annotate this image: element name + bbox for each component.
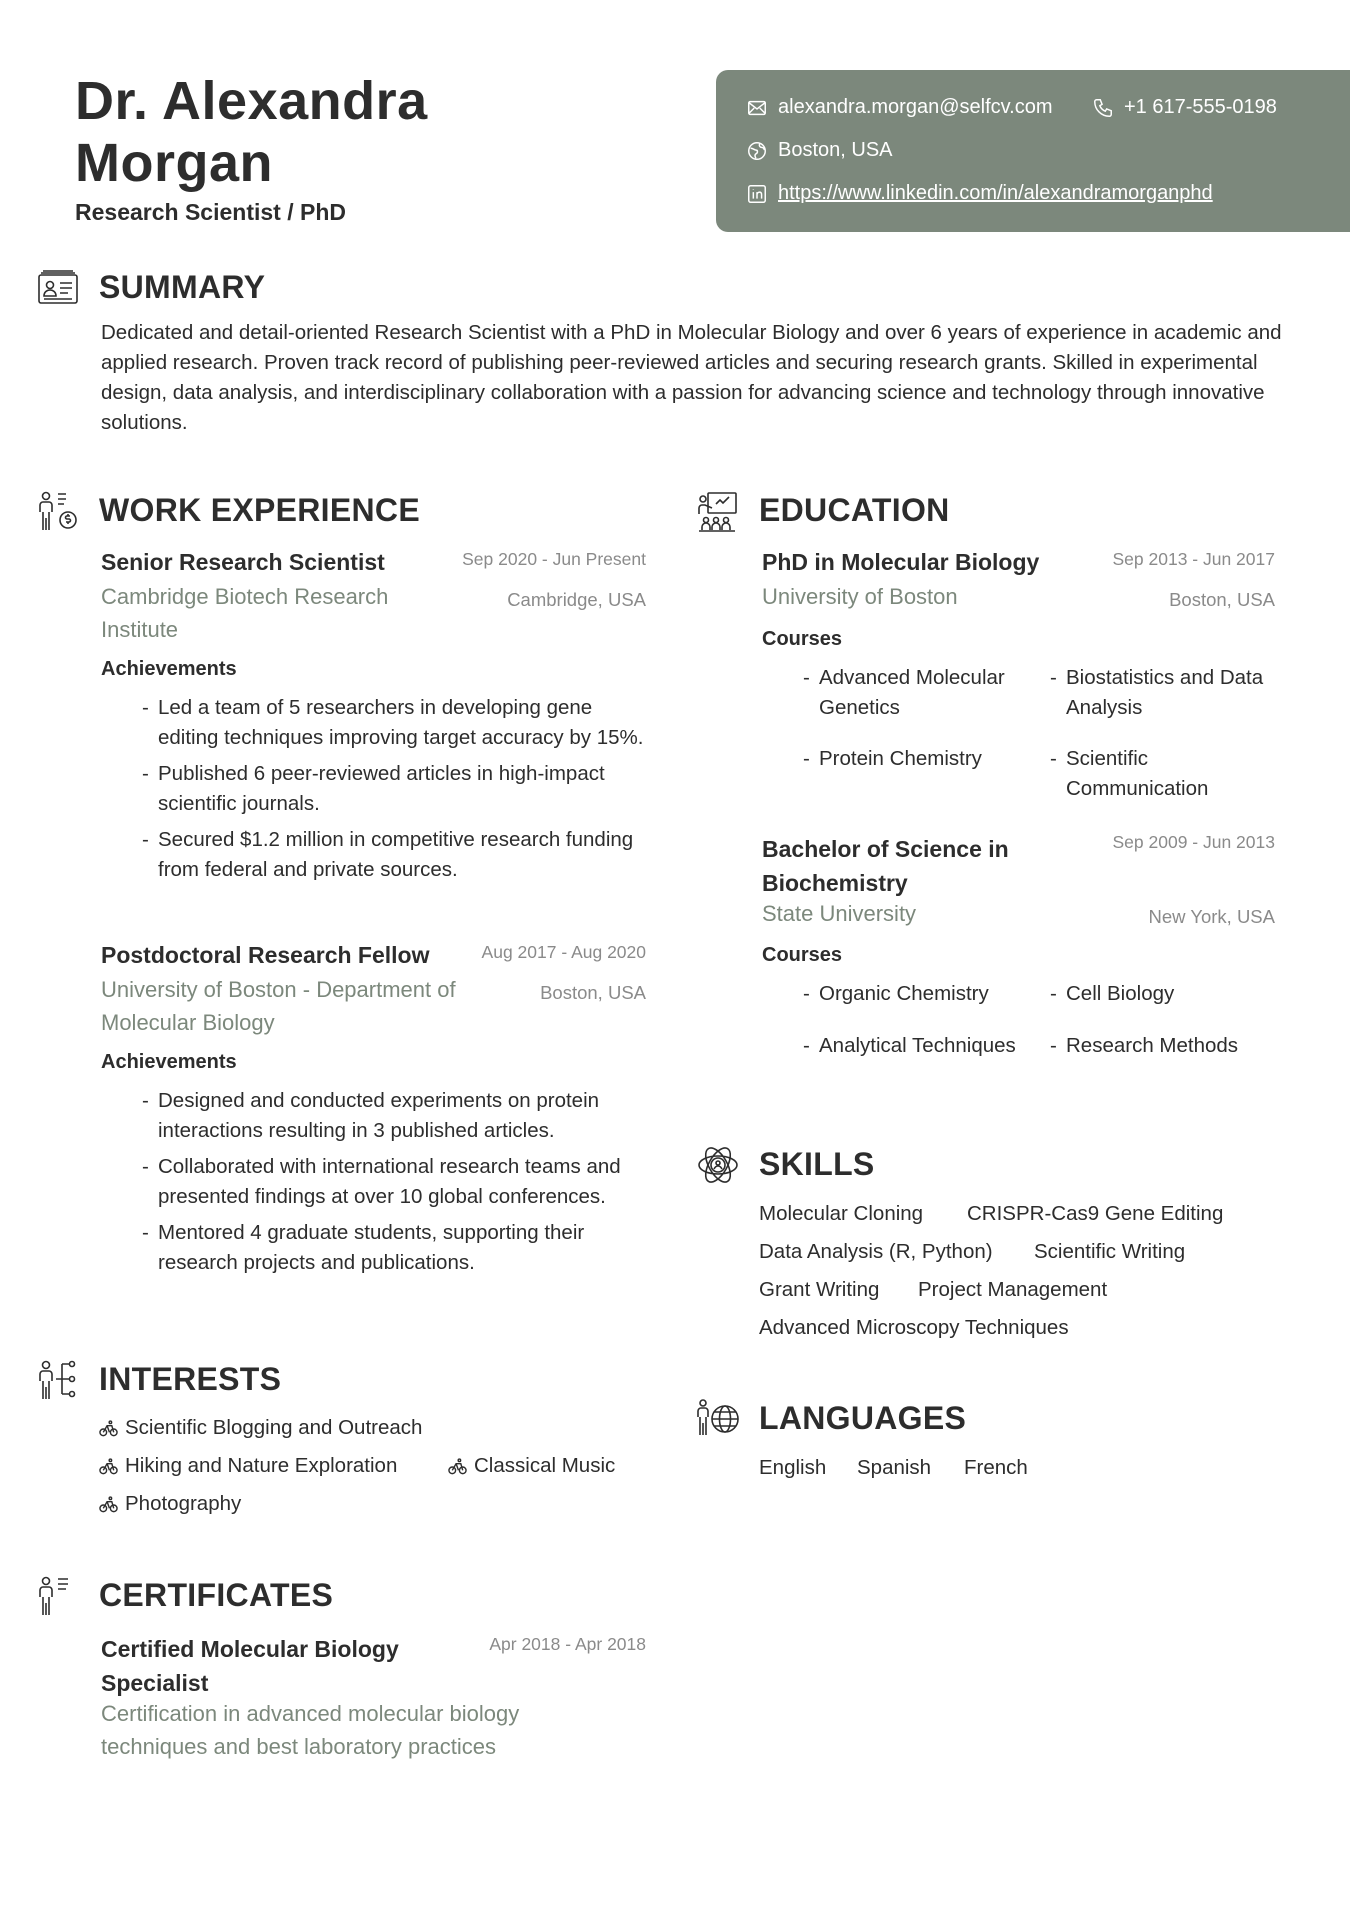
skill-item: Scientific Writing [1034,1240,1186,1263]
interest-label: Hiking and Nature Exploration [125,1454,398,1477]
languages-heading: LANGUAGES [759,1400,967,1436]
language-item: Spanish [857,1456,932,1479]
achievements-list [142,1086,652,1284]
interests-person-icon [36,1359,80,1403]
linkedin-icon [746,183,768,205]
contact-panel [716,70,1350,232]
mail-icon [746,97,768,119]
certificates-heading: CERTIFICATES [99,1577,334,1613]
interest-label: Classical Music [474,1454,616,1477]
course-item: - Research Methods [1050,1031,1280,1061]
summary-heading: SUMMARY [99,269,266,305]
interest-item [99,1454,397,1478]
courses-label: Courses [762,628,843,650]
id-card-icon [36,266,80,310]
course-item: - Organic Chemistry [803,979,1033,1009]
language-item: English [759,1456,827,1479]
linkedin-link[interactable]: https://www.linkedin.com/in/alexandramorganphd [778,182,1213,204]
education-heading: EDUCATION [759,492,950,528]
summary-text: Dedicated and detail-oriented Research Scientist with a PhD in Molecular Biology and over 6 years of experience in academic and applied research. Proven track record of publishing peer-reviewed articles and securing research grants. Skilled in experimental design, data analysis, and interdisciplinary collaboration with a passion for advancing science and technology through innovative solutions. [101,321,1282,434]
candidate-name: Dr. Alexandra Morgan [75,71,428,193]
certificate-description: Certification in advanced molecular biology techniques and best laboratory practices [101,1701,520,1759]
job-title: Senior Research Scientist [101,549,385,575]
skills-atom-icon [696,1143,740,1187]
interest-label: Scientific Blogging and Outreach [125,1416,423,1439]
certificate-date: Apr 2018 - Apr 2018 [489,1634,646,1654]
degree-title: Bachelor of Science in Biochemistry [762,836,1009,896]
course-item: - Scientific Communication [1050,744,1280,804]
job-org: Cambridge Biotech Research Institute [101,584,389,642]
school-location: Boston, USA [1169,589,1275,610]
job-date: Aug 2017 - Aug 2020 [481,942,646,962]
list-item: - Collaborated with international research teams and presented findings at over 10 global conferences. [142,1152,652,1212]
skill-item: CRISPR-Cas9 Gene Editing [967,1202,1224,1225]
interest-item [99,1416,422,1440]
language-globe-person-icon [696,1397,740,1441]
language-item: French [964,1456,1028,1479]
interest-item [99,1492,241,1516]
course-item: - Protein Chemistry [803,744,1033,774]
skill-item: Advanced Microscopy Techniques [759,1316,1069,1339]
job-location: Cambridge, USA [507,589,646,610]
course-item: - Analytical Techniques [803,1031,1033,1061]
list-item: - Published 6 peer-reviewed articles in high-impact scientific journals. [142,759,652,819]
skill-item: Grant Writing [759,1278,880,1301]
teacher-board-icon [696,490,740,534]
degree-title: PhD in Molecular Biology [762,549,1040,575]
job-title: Postdoctoral Research Fellow [101,942,430,968]
course-item: - Advanced Molecular Genetics [803,663,1033,723]
location-text: Boston, USA [778,139,893,161]
interests-heading: INTERESTS [99,1361,282,1397]
phone-text: +1 617-555-0198 [1124,96,1277,118]
course-item: - Biostatistics and Data Analysis [1050,663,1280,723]
contact-phone[interactable] [1092,96,1277,119]
contact-linkedin[interactable] [746,182,1213,205]
bicycle-icon [99,1495,118,1514]
skill-item: Data Analysis (R, Python) [759,1240,993,1263]
candidate-role: Research Scientist / PhD [75,199,346,225]
email-text: alexandra.morgan@selfcv.com [778,96,1053,118]
bicycle-icon [99,1457,118,1476]
courses-label: Courses [762,944,843,966]
list-item: - Secured $1.2 million in competitive research funding from federal and private sources. [142,825,652,885]
degree-date: Sep 2013 - Jun 2017 [1112,549,1275,569]
bicycle-icon [99,1419,118,1438]
job-location: Boston, USA [540,982,646,1003]
course-item: - Cell Biology [1050,979,1280,1009]
list-item: - Designed and conducted experiments on protein interactions resulting in 3 published articles. [142,1086,652,1146]
job-date: Sep 2020 - Jun Present [462,549,646,569]
job-org: University of Boston - Department of Molecular Biology [101,977,456,1035]
interest-label: Photography [125,1492,242,1515]
contact-email[interactable] [746,96,1053,119]
work-person-dollar-icon [36,490,80,534]
globe-icon [746,140,768,162]
achievements-label: Achievements [101,658,237,680]
phone-icon [1092,97,1114,119]
school-name: University of Boston [762,584,958,609]
contact-location [746,139,893,162]
bicycle-icon [448,1457,467,1476]
skill-item: Molecular Cloning [759,1202,924,1225]
skills-heading: SKILLS [759,1146,875,1182]
degree-date: Sep 2009 - Jun 2013 [1112,832,1275,852]
interest-item [448,1454,615,1478]
work-heading: WORK EXPERIENCE [99,492,420,528]
school-location: New York, USA [1148,906,1275,927]
list-item: - Led a team of 5 researchers in developing gene editing techniques improving target accuracy by 15%. [142,693,652,753]
certificate-person-icon [36,1575,80,1619]
achievements-label: Achievements [101,1051,237,1073]
certificate-name: Certified Molecular Biology Specialist [101,1636,399,1696]
school-name: State University [762,901,917,926]
list-item: - Mentored 4 graduate students, supporting their research projects and publications. [142,1218,652,1278]
achievements-list [142,693,652,891]
skill-item: Project Management [918,1278,1108,1301]
